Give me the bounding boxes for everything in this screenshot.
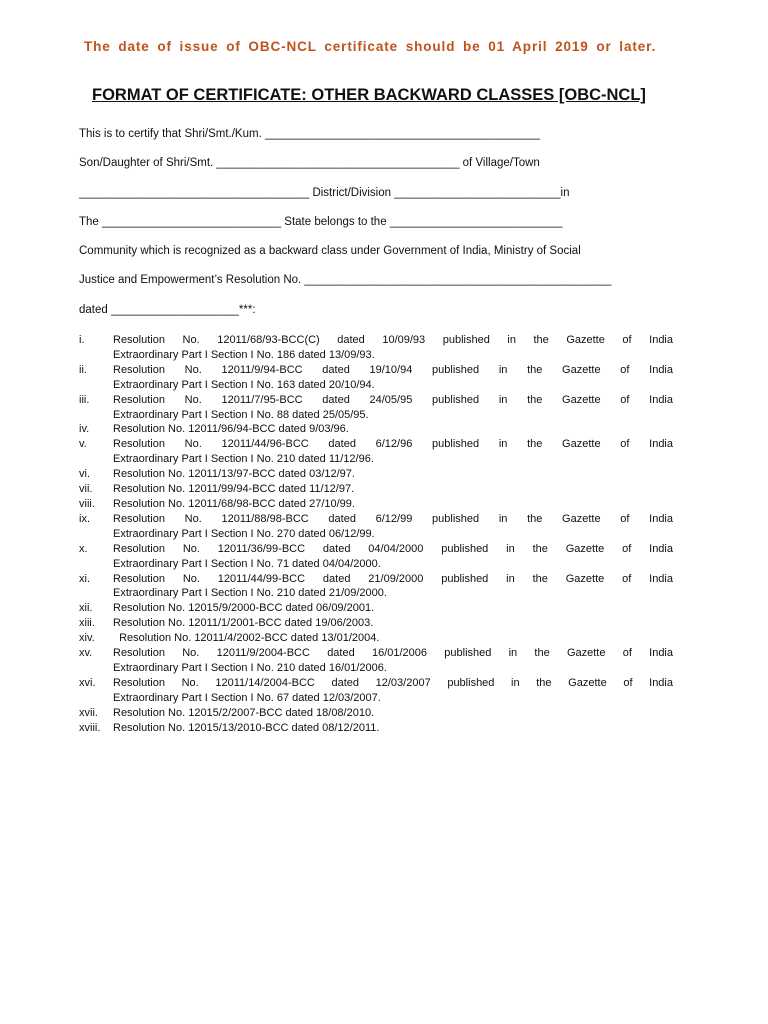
resolution-item <box>79 393 673 423</box>
resolution-item <box>79 721 673 736</box>
resolution-item <box>79 601 673 616</box>
resolution-number: xi. <box>79 572 90 585</box>
resolution-item <box>79 631 673 646</box>
resolution-number: vi. <box>79 468 90 481</box>
resolution-item <box>79 482 673 497</box>
resolution-item <box>79 437 673 467</box>
resolution-text: Resolution No. 12011/1/2001-BCC dated 19/06/2003. <box>113 617 374 630</box>
resolution-item <box>79 422 673 437</box>
resolution-number: ix. <box>79 512 90 525</box>
form-line-parent: Son/Daughter of Shri/Smt. ______________________________________ of Village/Town <box>79 157 540 169</box>
resolution-number: iii. <box>79 393 90 406</box>
page-title: FORMAT OF CERTIFICATE: OTHER BACKWARD CLASSES [OBC-NCL] <box>92 86 646 104</box>
resolution-number: xiv. <box>79 632 95 645</box>
resolution-number: xii. <box>79 602 93 615</box>
resolution-item <box>79 363 673 393</box>
resolution-number: iv. <box>79 423 90 436</box>
resolution-text: Resolution No. 12011/14/2004-BCC dated 12/03/2007 published in the Gazette of India <box>113 676 673 689</box>
resolution-text: Resolution No. 12011/9/94-BCC dated 19/10/94 published in the Gazette of India <box>113 363 673 376</box>
resolution-text: Resolution No. 12011/44/96-BCC dated 6/12/96 published in the Gazette of India <box>113 438 673 451</box>
resolution-number: xviii. <box>79 721 101 734</box>
resolution-item <box>79 542 673 572</box>
form-line-certify: This is to certify that Shri/Smt./Kum. ___________________________________________ <box>79 128 540 140</box>
resolution-text: Resolution No. 12011/7/95-BCC dated 24/05/95 published in the Gazette of India <box>113 393 673 406</box>
resolution-number: x. <box>79 542 88 555</box>
resolution-item <box>79 512 673 542</box>
resolution-number: xvi. <box>79 676 96 689</box>
resolution-item <box>79 333 673 363</box>
issue-date-notice: The date of issue of OBC-NCL certificate should be 01 April 2019 or later. <box>84 39 657 54</box>
resolution-item <box>79 497 673 512</box>
resolution-number: xvii. <box>79 706 98 719</box>
resolution-text: Resolution No. 12011/44/99-BCC dated 21/09/2000 published in the Gazette of India <box>113 572 673 585</box>
resolution-text: Resolution No. 12011/9/2004-BCC dated 16/01/2006 published in the Gazette of India <box>113 647 673 660</box>
resolution-number: viii. <box>79 497 95 510</box>
resolution-text: Resolution No. 12011/68/98-BCC dated 27/10/99. <box>113 497 355 510</box>
resolution-text: Resolution No. 12011/99/94-BCC dated 11/12/97. <box>113 483 355 496</box>
resolution-number: ii. <box>79 363 87 376</box>
resolution-gazette-text: Extraordinary Part I Section I No. 71 dated 04/04/2000. <box>113 557 381 570</box>
resolution-text: Resolution No. 12011/13/97-BCC dated 03/12/97. <box>113 468 355 481</box>
resolution-text: Resolution No. 12011/88/98-BCC dated 6/12/99 published in the Gazette of India <box>113 512 673 525</box>
form-line-resolution: Justice and Empowerment’s Resolution No. ________________________________________________ <box>79 274 612 286</box>
resolution-gazette-text: Extraordinary Part I Section I No. 210 dated 11/12/96. <box>113 453 374 466</box>
resolution-text: Resolution No. 12015/2/2007-BCC dated 18/08/2010. <box>113 706 375 719</box>
resolution-gazette-text: Extraordinary Part I Section I No. 210 dated 16/01/2006. <box>113 661 387 674</box>
resolution-number: v. <box>79 438 87 451</box>
resolution-item <box>79 467 673 482</box>
resolution-number: vii. <box>79 483 93 496</box>
resolution-gazette-text: Extraordinary Part I Section I No. 163 dated 20/10/94. <box>113 378 375 391</box>
resolution-gazette-text: Extraordinary Part I Section I No. 270 dated 06/12/99. <box>113 527 375 540</box>
form-line-district: ____________________________________ District/Division __________________________in <box>79 187 570 199</box>
resolution-item <box>79 572 673 602</box>
resolution-gazette-text: Extraordinary Part I Section I No. 88 dated 25/05/95. <box>113 408 369 421</box>
resolution-text: Resolution No. 12015/9/2000-BCC dated 06/09/2001. <box>113 602 375 615</box>
resolution-gazette-text: Extraordinary Part I Section I No. 67 dated 12/03/2007. <box>113 691 381 704</box>
resolution-number: i. <box>79 334 85 346</box>
form-line-state: The ____________________________ State belongs to the ___________________________ <box>79 216 563 228</box>
resolution-gazette-text: Extraordinary Part I Section I No. 186 dated 13/09/93. <box>113 348 375 361</box>
resolution-text: Resolution No. 12015/13/2010-BCC dated 08/12/2011. <box>113 721 380 734</box>
resolution-text: Resolution No. 12011/96/94-BCC dated 9/03/96. <box>113 423 349 436</box>
resolution-number: xv. <box>79 647 93 660</box>
resolution-item <box>79 706 673 721</box>
resolution-list <box>79 333 673 735</box>
form-line-dated: dated ____________________***: <box>79 304 256 316</box>
resolution-number: xiii. <box>79 617 95 630</box>
resolution-gazette-text: Extraordinary Part I Section I No. 210 dated 21/09/2000. <box>113 587 387 600</box>
resolution-item <box>79 616 673 631</box>
form-line-community: Community which is recognized as a backward class under Government of India, Ministry of Social <box>79 245 581 257</box>
resolution-item <box>79 676 673 706</box>
resolution-text: Resolution No. 12011/4/2002-BCC dated 13/01/2004. <box>113 632 380 645</box>
resolution-item <box>79 646 673 676</box>
resolution-text: Resolution No. 12011/36/99-BCC dated 04/04/2000 published in the Gazette of India <box>113 542 673 555</box>
resolution-text: Resolution No. 12011/68/93-BCC(C) dated 10/09/93 published in the Gazette of India <box>113 334 673 346</box>
